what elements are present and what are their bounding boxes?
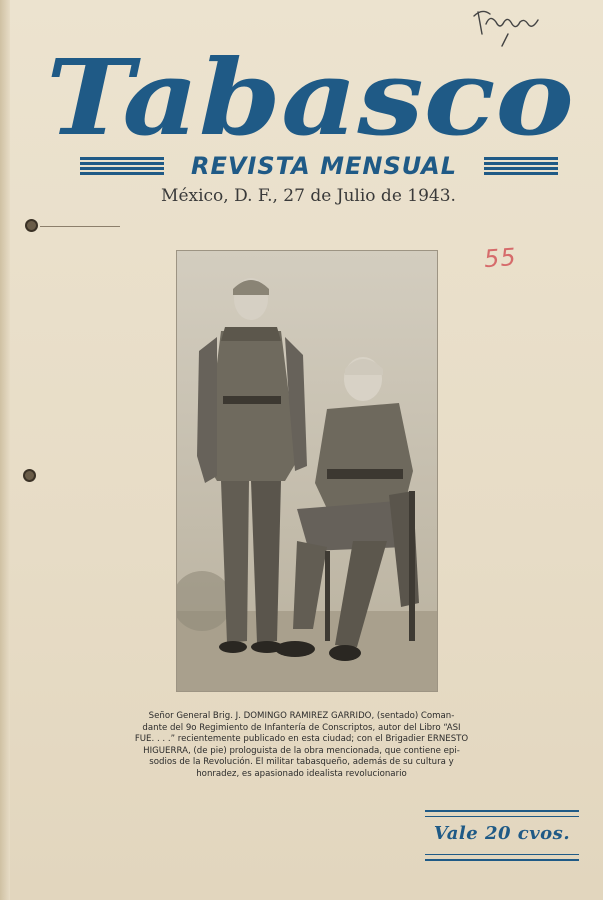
fold-line	[40, 226, 120, 227]
stripes-left	[80, 157, 164, 175]
caption-line: honradez, es apasionado idealista revolucionario	[196, 768, 407, 779]
price-box	[425, 810, 579, 860]
caption-line: HIGUERRA, (de pie) prologuista de la obra mencionada, que contiene epi-	[143, 745, 460, 756]
paper-edge	[0, 0, 10, 900]
stripes-right	[484, 157, 558, 175]
caption-line: FUE. . . .” recientemente publicado en esta ciudad; con el Brigadier ERNESTO	[134, 734, 469, 745]
issue-date: México, D. F., 27 de Julio de 1943.	[161, 186, 456, 206]
caption-line: Señor General Brig. J. DOMINGO RAMIREZ GARRIDO, (sentado) Coman-	[148, 711, 455, 721]
subtitle: REVISTA MENSUAL	[190, 152, 458, 180]
cover-photograph	[176, 250, 438, 692]
subtitle-bar	[80, 150, 558, 182]
price-label: Vale 20 cvos.	[433, 823, 571, 844]
photo-caption	[104, 711, 499, 781]
punch-hole-bottom	[23, 469, 36, 482]
archive-number: 55	[483, 242, 518, 274]
caption-line: sodios de la Revolución. El militar tabasqueño, además de su cultura y	[149, 757, 454, 768]
price-rule-bottom	[425, 854, 579, 861]
caption-line: dante del 9o Regimiento de Infantería de Conscriptos, autor del Libro “ASI	[142, 722, 461, 733]
punch-hole-top	[25, 219, 38, 232]
price-rule-top	[425, 810, 579, 817]
masthead-title: Tabasco	[46, 38, 574, 150]
